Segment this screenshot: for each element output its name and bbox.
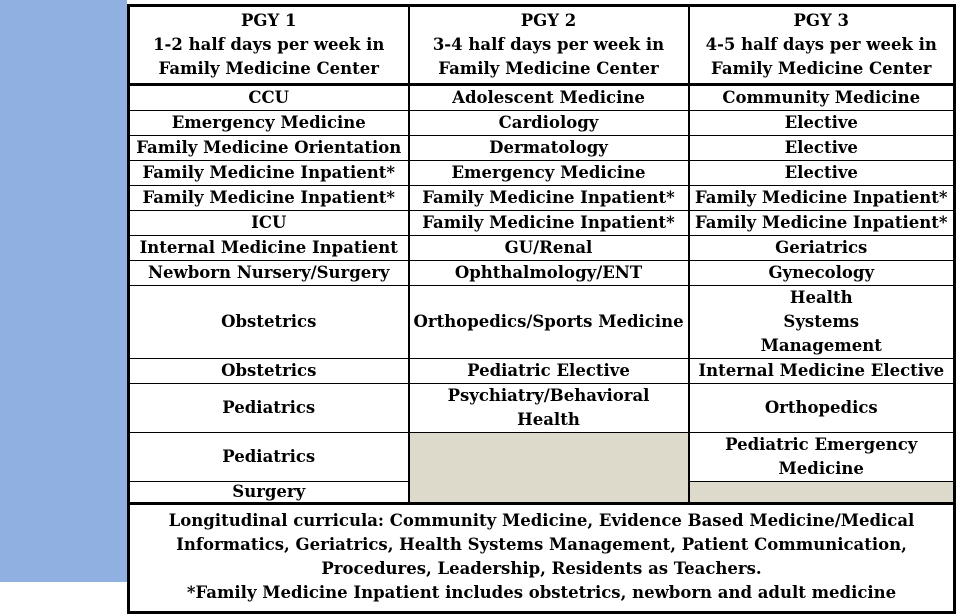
cell-pgy2: Emergency Medicine <box>409 161 689 186</box>
header-pgy1-title: PGY 1 <box>240 11 297 30</box>
cell-pgy3: Elective <box>689 161 955 186</box>
table-row <box>129 186 955 211</box>
table-row <box>129 261 955 286</box>
cell-pgy3: Geriatrics <box>689 236 955 261</box>
table-row <box>129 211 955 236</box>
table-row <box>129 384 955 433</box>
cell-pgy3: Family Medicine Inpatient* <box>689 211 955 236</box>
inpatient-footnote: *Family Medicine Inpatient includes obstetrics, newborn and adult medicine <box>186 583 897 602</box>
cell-pgy3: Community Medicine <box>689 85 955 111</box>
header-pgy2-days: 3-4 half days per week in <box>432 35 665 54</box>
cell-pgy2: GU/Renal <box>409 236 689 261</box>
cell-pgy1: Obstetrics <box>129 286 409 359</box>
cell-pgy2: Pediatric Elective <box>409 359 689 384</box>
cell-pgy1: Emergency Medicine <box>129 111 409 136</box>
longitudinal-curricula-text: Longitudinal curricula: Community Medicine, Evidence Based Medicine/Medical Informatics, Geriatrics, Health Systems Management, Patient Communication, Procedures, Leadership, Residents as Teachers. <box>168 511 915 578</box>
table-row <box>129 111 955 136</box>
cell-pgy2: Family Medicine Inpatient* <box>409 186 689 211</box>
cell-pgy3: Family Medicine Inpatient* <box>689 186 955 211</box>
cell-pgy1: Family Medicine Inpatient* <box>129 186 409 211</box>
header-pgy2 <box>409 6 689 85</box>
table-row <box>129 236 955 261</box>
header-pgy1-location: Family Medicine Center <box>158 59 379 78</box>
cell-pgy2: Dermatology <box>409 136 689 161</box>
cell-pgy1: Obstetrics <box>129 359 409 384</box>
cell-pgy3: Elective <box>689 136 955 161</box>
cell-pgy1: CCU <box>129 85 409 111</box>
table-row <box>129 85 955 111</box>
empty-cell-pgy2 <box>409 433 689 504</box>
cell-pgy2: Cardiology <box>409 111 689 136</box>
cell-pgy1: Pediatrics <box>129 384 409 433</box>
cell-pgy2: Ophthalmology/ENT <box>409 261 689 286</box>
cell-pgy3: Elective <box>689 111 955 136</box>
cell-pgy1: Newborn Nursery/Surgery <box>129 261 409 286</box>
header-pgy1-days: 1-2 half days per week in <box>153 35 385 54</box>
left-accent-bar <box>0 0 127 582</box>
footer-row <box>129 504 955 613</box>
cell-pgy3: Pediatric Emergency Medicine <box>689 433 955 482</box>
table-row <box>129 136 955 161</box>
header-pgy3-location: Family Medicine Center <box>711 59 932 78</box>
cell-pgy1: Pediatrics <box>129 433 409 482</box>
table-row <box>129 161 955 186</box>
cell-pgy3: Internal Medicine Elective <box>689 359 955 384</box>
cell-pgy2: Adolescent Medicine <box>409 85 689 111</box>
cell-pgy3: Orthopedics <box>689 384 955 433</box>
header-pgy1 <box>129 6 409 85</box>
cell-pgy1: Family Medicine Inpatient* <box>129 161 409 186</box>
cell-pgy1: Internal Medicine Inpatient <box>129 236 409 261</box>
header-pgy3 <box>689 6 955 85</box>
table-row <box>129 286 955 359</box>
cell-pgy2: Orthopedics/Sports Medicine <box>409 286 689 359</box>
cell-pgy2: Psychiatry/Behavioral Health <box>409 384 689 433</box>
header-pgy2-title: PGY 2 <box>520 11 577 30</box>
cell-pgy2: Family Medicine Inpatient* <box>409 211 689 236</box>
empty-cell-pgy3 <box>689 482 955 504</box>
header-pgy3-title: PGY 3 <box>793 11 849 30</box>
cell-pgy1: Family Medicine Orientation <box>129 136 409 161</box>
cell-pgy3: Gynecology <box>689 261 955 286</box>
curriculum-table <box>127 4 956 614</box>
table-row <box>129 359 955 384</box>
cell-pgy1: ICU <box>129 211 409 236</box>
table-row <box>129 433 955 482</box>
header-pgy3-days: 4-5 half days per week in <box>705 35 937 54</box>
cell-pgy3: Health Systems Management <box>689 286 955 359</box>
header-pgy2-location: Family Medicine Center <box>438 59 659 78</box>
cell-pgy1: Surgery <box>129 482 409 504</box>
footer-cell <box>129 504 955 613</box>
header-row <box>129 6 955 85</box>
